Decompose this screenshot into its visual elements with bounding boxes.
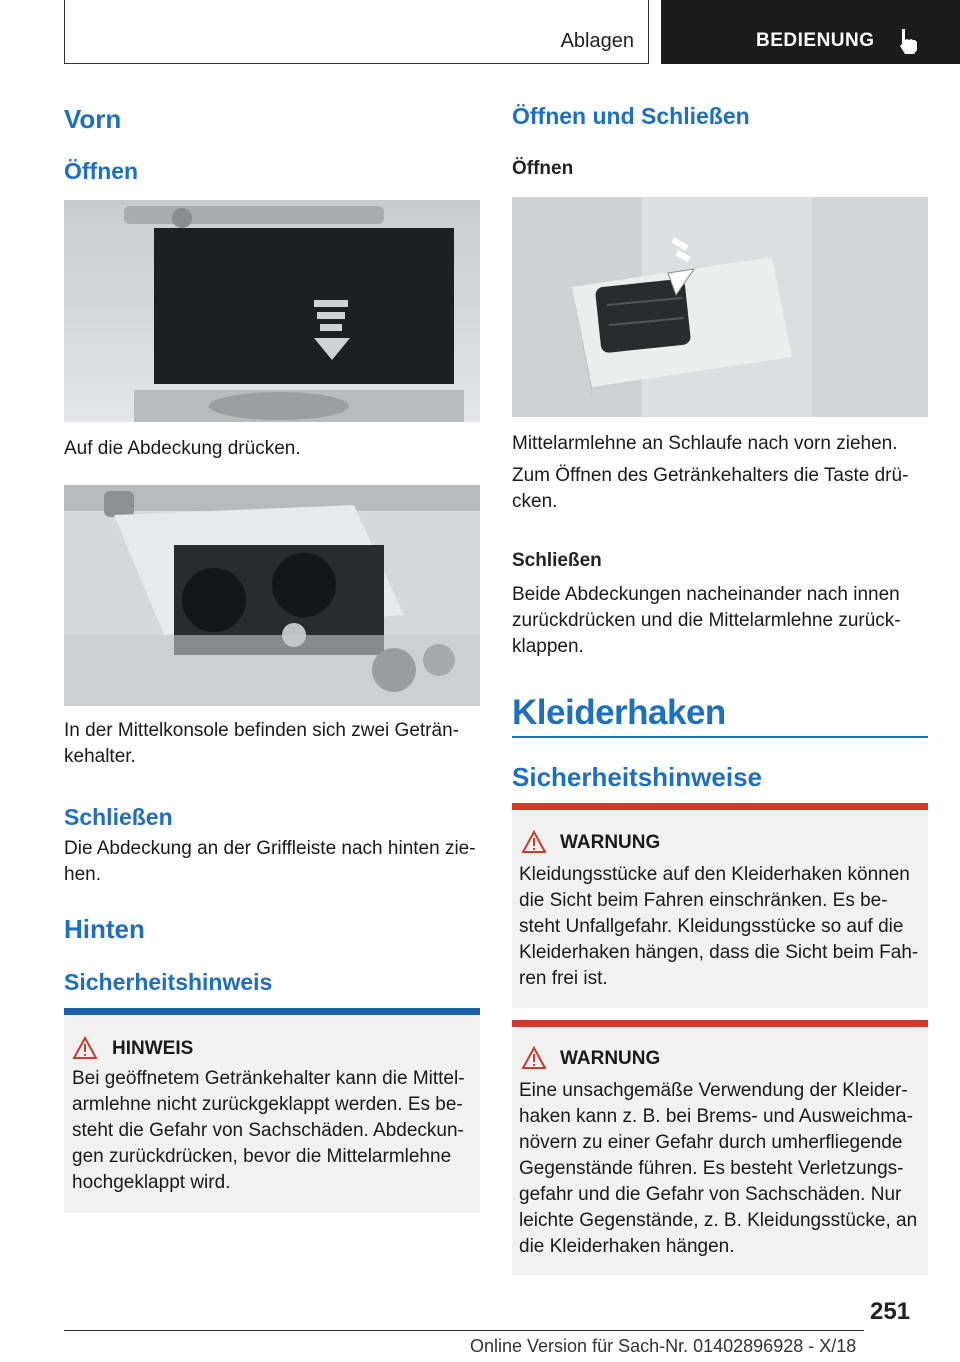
notice-line: Bei geöffnetem Getränkehalter kann die Mittel- bbox=[72, 1068, 465, 1089]
warning-line: Kleidungsstücke auf den Kleiderhaken können bbox=[519, 864, 910, 885]
notice-line: armlehne nicht zurückgeklappt werden. Es be- bbox=[72, 1094, 463, 1115]
notice-line: hochgeklappt wird. bbox=[72, 1172, 231, 1193]
warning-triangle-icon bbox=[72, 1036, 98, 1060]
heading-hinten: Hinten bbox=[64, 914, 145, 944]
warning-line: die Sicht beim Fahren einschränken. Es be- bbox=[519, 890, 888, 911]
caption-cupholders-1: In der Mittelkonsole befinden sich zwei Geträn- bbox=[64, 720, 459, 741]
caption-button-1: Zum Öffnen des Getränkehalters die Taste drü- bbox=[512, 465, 909, 486]
subheading-oeffnen: Öffnen bbox=[512, 158, 574, 179]
caption-armrest: Mittelarmlehne an Schlaufe nach vorn ziehen. bbox=[512, 433, 898, 454]
warning-line: leichte Gegenstände, z. B. Kleidungsstücke, an bbox=[519, 1210, 918, 1231]
notice-title: HINWEIS bbox=[112, 1038, 194, 1059]
header-section-label: Ablagen bbox=[560, 30, 634, 52]
text-schliessen-r-1: Beide Abdeckungen nacheinander nach innen bbox=[512, 584, 900, 605]
warning-line: haken kann z. B. bei Brems- und Ausweichma- bbox=[519, 1106, 913, 1127]
warning-line: Kleiderhaken hängen, dass die Sicht beim Fah- bbox=[519, 942, 919, 963]
warning-bar bbox=[512, 1020, 928, 1027]
warning-line: steht Unfallgefahr. Kleidungsstücke so auf die bbox=[519, 916, 904, 937]
heading-oeffnen: Öffnen bbox=[64, 158, 139, 184]
notice-bar bbox=[64, 1008, 480, 1015]
caption-button-2: cken. bbox=[512, 491, 558, 512]
warning-line: növern zu einer Gefahr durch umherfliegende bbox=[519, 1132, 903, 1153]
image-rear-armrest bbox=[512, 197, 928, 417]
page-number: 251 bbox=[870, 1298, 911, 1325]
footer-version: Online Version für Sach-Nr. 01402896928 - X/18 bbox=[470, 1336, 857, 1356]
warning-line: die Kleiderhaken hängen. bbox=[519, 1236, 735, 1257]
warning-line: gefahr und die Gefahr von Sachschäden. Nur bbox=[519, 1184, 902, 1205]
footer-rule bbox=[64, 1330, 864, 1331]
warning-title: WARNUNG bbox=[560, 1048, 661, 1069]
heading-oeffnen-schliessen: Öffnen und Schließen bbox=[512, 103, 750, 129]
warning-line: ren frei ist. bbox=[519, 968, 608, 989]
heading-rule bbox=[512, 736, 928, 738]
warning-triangle-icon bbox=[521, 830, 547, 854]
image-cupholders bbox=[64, 485, 480, 706]
subheading-schliessen: Schließen bbox=[512, 550, 602, 571]
notice-line: steht die Gefahr von Sachschäden. Abdeckun- bbox=[72, 1120, 464, 1141]
image-console-cover bbox=[64, 200, 480, 422]
text-schliessen-2: hen. bbox=[64, 864, 101, 885]
warning-title: WARNUNG bbox=[560, 832, 661, 853]
text-schliessen-1: Die Abdeckung an der Griffleiste nach hinten zie- bbox=[64, 838, 476, 859]
text-schliessen-r-3: klappen. bbox=[512, 636, 584, 657]
warning-line: Eine unsachgemäße Verwendung der Kleider- bbox=[519, 1080, 908, 1101]
warning-bar bbox=[512, 803, 928, 810]
text-schliessen-r-2: zurückdrücken und die Mittelarmlehne zurück- bbox=[512, 610, 901, 631]
heading-schliessen: Schließen bbox=[64, 804, 173, 830]
caption-cover: Auf die Abdeckung drücken. bbox=[64, 438, 301, 459]
notice-line: gen zurückdrücken, bevor die Mittelarmlehne bbox=[72, 1146, 452, 1167]
caption-cupholders-2: kehalter. bbox=[64, 746, 136, 767]
pointing-hand-icon bbox=[894, 26, 924, 56]
warning-triangle-icon bbox=[521, 1046, 547, 1070]
header-chapter-label: BEDIENUNG bbox=[756, 30, 875, 51]
heading-kleiderhaken: Kleiderhaken bbox=[512, 693, 726, 732]
heading-sicherheitshinweis: Sicherheitshinweis bbox=[64, 969, 273, 995]
heading-sicherheitshinweise: Sicherheitshinweise bbox=[512, 762, 762, 792]
warning-line: Gegenstände führen. Es besteht Verletzungs- bbox=[519, 1158, 904, 1179]
heading-vorn: Vorn bbox=[64, 104, 122, 134]
